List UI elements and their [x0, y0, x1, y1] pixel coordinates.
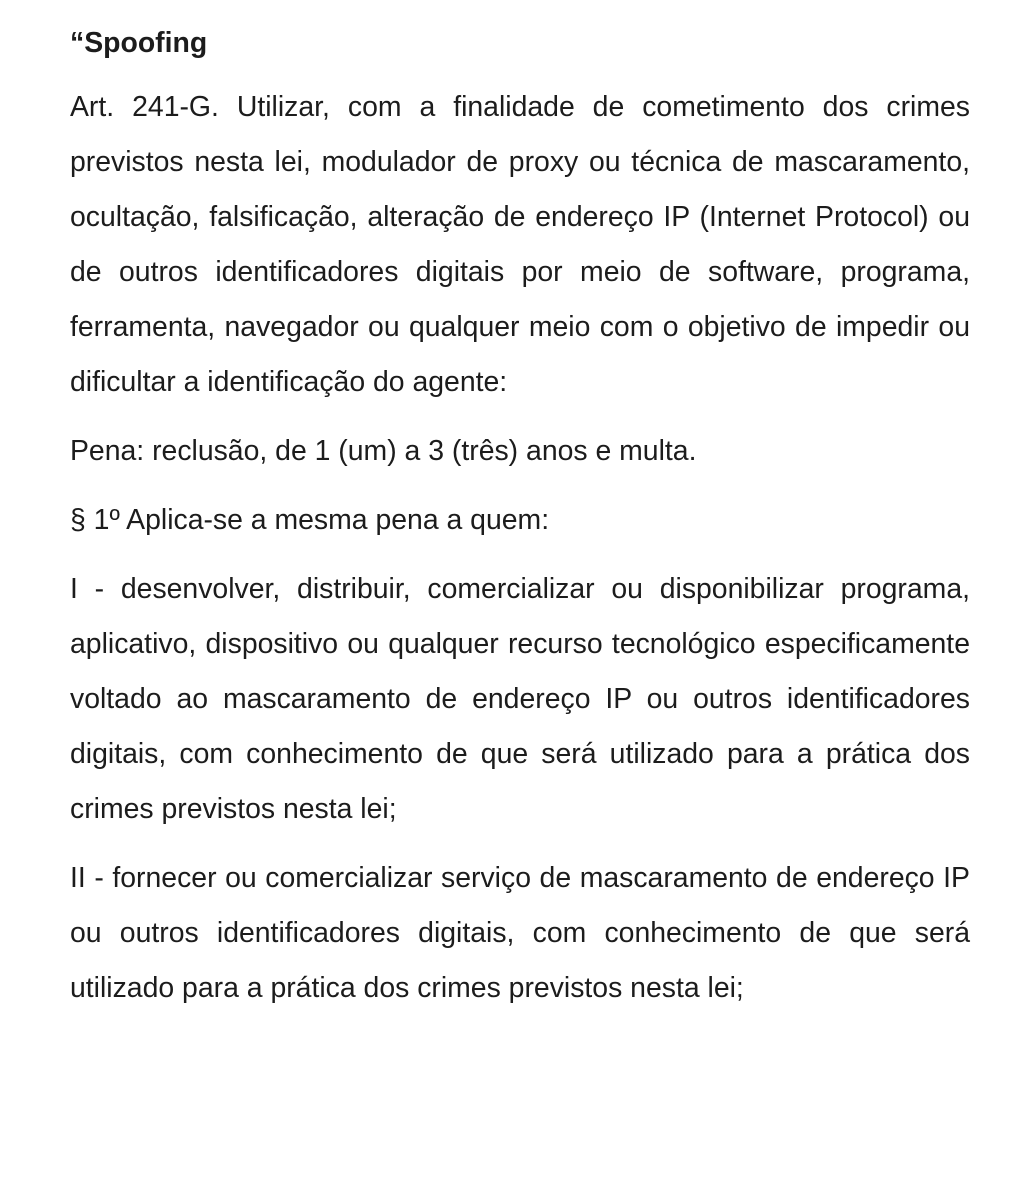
paragraph-1: § 1º Aplica-se a mesma pena a quem: [70, 504, 550, 536]
penalty-text: Pena: reclusão, de 1 (um) a 3 (três) anos e multa. [70, 435, 697, 467]
item-i: I - desenvolver, distribuir, comercializar ou disponibilizar programa, aplicativo, dispositivo ou qualquer recurso tecnológico especificamente voltado ao mascaramento de endereço IP ou outros identificadores digitais, com conhecimento de que será utilizado para a prática dos crimes previstos nesta lei; [70, 573, 970, 825]
item-ii: II - fornecer ou comercializar serviço de mascaramento de endereço IP ou outros identificadores digitais, com conhecimento de que será utilizado para a prática dos crimes previstos nesta lei; [70, 862, 970, 1004]
article-241-g: Art. 241-G. Utilizar, com a finalidade de cometimento dos crimes previstos nesta lei, modulador de proxy ou técnica de mascaramento, ocultação, falsificação, alteração de endereço IP (Internet Protocol) ou de outros identificadores digitais por meio de software, programa, ferramenta, navegador ou qualquer meio com o objetivo de impedir ou dificultar a identificação do agente: [70, 91, 970, 398]
legal-document [70, 20, 970, 1030]
section-heading: “Spoofing [70, 27, 208, 59]
